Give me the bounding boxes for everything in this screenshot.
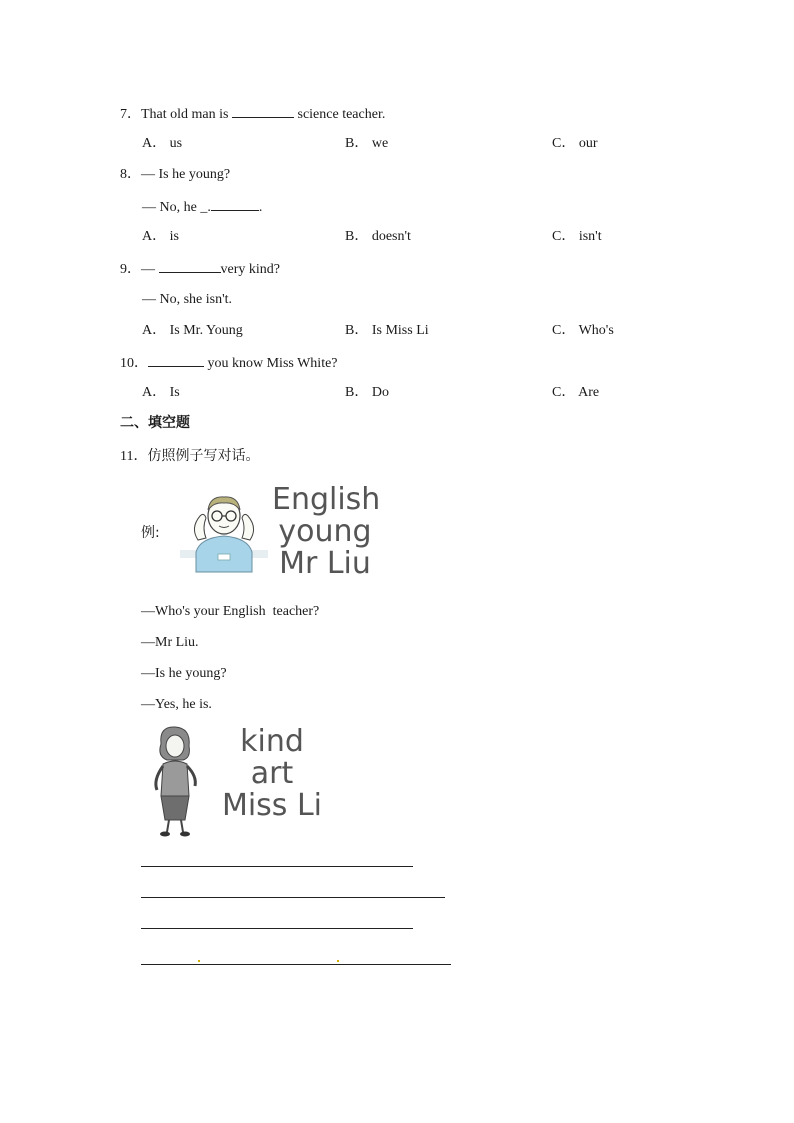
miss-li-illustration: [145, 724, 205, 840]
option-text: we: [371, 136, 389, 151]
stem-text: science teacher.: [297, 107, 386, 122]
option-letter: C．: [552, 136, 576, 151]
option-text: Is Mr. Young: [169, 323, 243, 338]
question-10-stem: [120, 353, 338, 373]
option-a[interactable]: [142, 135, 182, 153]
question-number: 11．: [120, 449, 148, 464]
stem-text: very kind?: [220, 262, 280, 277]
question-number: 10．: [120, 356, 148, 371]
option-letter: B．: [345, 385, 369, 400]
question-11-instruction: [120, 447, 259, 466]
example-label: 例:: [141, 525, 160, 541]
option-c[interactable]: [552, 384, 599, 402]
option-letter: C．: [552, 229, 576, 244]
question-number: 7．: [120, 107, 141, 122]
option-b[interactable]: [345, 384, 389, 402]
stem-text: —: [141, 262, 155, 277]
question-number: 9．: [120, 262, 141, 277]
answer-line[interactable]: [141, 897, 445, 898]
option-c[interactable]: [552, 135, 598, 153]
option-a[interactable]: [142, 322, 243, 340]
option-text: doesn't: [371, 229, 411, 244]
option-b[interactable]: [345, 322, 429, 340]
cue-word: young: [278, 514, 372, 549]
stem-text: — No, he: [142, 200, 197, 215]
option-text: our: [578, 136, 598, 151]
dialogue-line: —Yes, he is.: [141, 697, 212, 712]
stem-text: you know Miss White?: [207, 356, 338, 371]
option-a[interactable]: [142, 228, 179, 246]
cue-word: kind: [240, 724, 304, 759]
answer-line[interactable]: [141, 866, 413, 867]
cue-word: Mr Liu: [279, 546, 371, 581]
dialogue-line: —Is he young?: [141, 666, 227, 681]
section-heading: 二、填空题: [120, 415, 190, 431]
option-c[interactable]: [552, 228, 602, 246]
question-number: 8．: [120, 167, 141, 182]
question-9-reply: [142, 291, 232, 309]
answer-line[interactable]: [141, 964, 451, 965]
stem-text: That old man is: [141, 107, 229, 122]
instruction-text: 仿照例子写对话。: [147, 448, 260, 464]
option-letter: B．: [345, 136, 369, 151]
option-a[interactable]: [142, 384, 180, 402]
example-cue-words: [272, 482, 381, 581]
option-letter: A．: [142, 136, 167, 151]
option-text: isn't: [578, 229, 602, 244]
answer-blank[interactable]: [232, 104, 294, 118]
dialogue-line: —Mr Liu.: [141, 635, 199, 650]
teacher-figure-icon: [178, 490, 270, 580]
answer-line[interactable]: [141, 928, 413, 929]
option-letter: B．: [345, 229, 369, 244]
option-b[interactable]: [345, 135, 388, 153]
stem-text: .: [258, 200, 263, 215]
question-9-stem: [120, 259, 280, 279]
option-letter: C．: [552, 385, 576, 400]
option-letter: C．: [552, 323, 576, 338]
option-text: Who's: [578, 323, 614, 338]
option-b[interactable]: [345, 228, 411, 246]
stem-text: — Is he young?: [141, 167, 231, 182]
option-c[interactable]: [552, 322, 614, 340]
answer-blank[interactable]: [159, 259, 221, 273]
option-letter: A．: [142, 323, 167, 338]
stray-mark: [198, 960, 200, 962]
cue-word: Miss Li: [221, 788, 323, 823]
teacher-illustration: [178, 490, 270, 580]
option-letter: A．: [142, 385, 167, 400]
option-letter: B．: [345, 323, 369, 338]
option-text: Are: [578, 385, 600, 400]
question-7-stem: [120, 104, 385, 124]
dialogue-line: —Who's your English teacher?: [141, 604, 320, 619]
option-letter: A．: [142, 229, 167, 244]
option-text: Do: [371, 385, 389, 400]
task-cue-words: [220, 726, 324, 822]
stem-text: — No, she isn't.: [142, 292, 233, 307]
question-8-reply: [142, 197, 262, 217]
answer-blank[interactable]: [148, 353, 204, 367]
answer-blank[interactable]: [211, 197, 259, 211]
woman-figure-icon: [145, 724, 205, 840]
question-8-stem: [120, 166, 230, 184]
option-text: Is: [169, 385, 180, 400]
cue-word: art: [250, 756, 294, 791]
option-text: is: [169, 229, 179, 244]
option-text: Is Miss Li: [371, 323, 429, 338]
option-text: us: [169, 136, 183, 151]
stem-mark: _.: [200, 200, 211, 215]
stray-mark: [337, 960, 339, 962]
cue-word: English: [272, 482, 381, 517]
